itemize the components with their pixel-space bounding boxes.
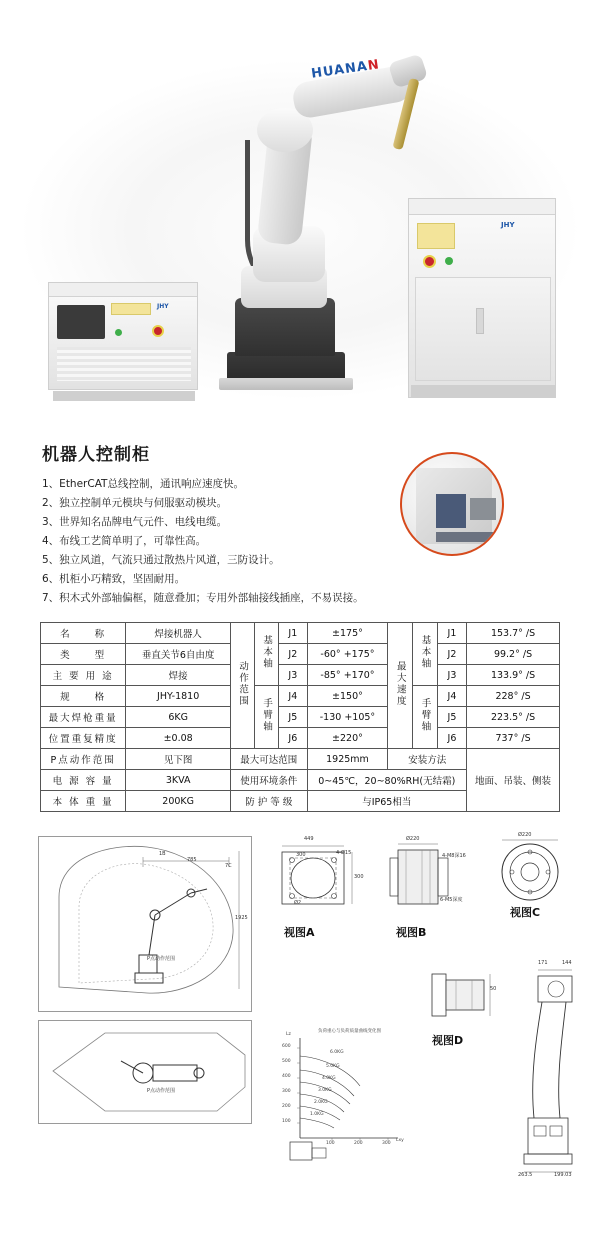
- dim-label: 263.5: [518, 1172, 533, 1178]
- feature-list: [42, 475, 402, 608]
- curve-label: 5.0KG: [326, 1064, 340, 1069]
- joint-code: J5: [279, 707, 307, 728]
- cabinet-right-top: [409, 199, 555, 215]
- joint-range: -130 +105°: [307, 707, 388, 728]
- robot-base-foot: [219, 378, 353, 390]
- view-c-drawing: [490, 832, 574, 906]
- dim-label: 50: [490, 986, 497, 992]
- dim-label: 144: [562, 960, 572, 966]
- list-item: 7、积木式外部轴偏框，随意叠加；专用外部轴接线插座，不易误接。: [42, 592, 364, 604]
- table-row: [41, 707, 560, 728]
- table-row: [41, 665, 560, 686]
- curve-label: 3.0KG: [318, 1088, 332, 1093]
- spec-value: 焊接: [126, 665, 231, 686]
- load-capacity-chart: [264, 1026, 410, 1166]
- spec-label: 最大焊枪重量: [41, 707, 126, 728]
- spec-value: JHY-1810: [126, 686, 231, 707]
- y-tick: 500: [282, 1059, 291, 1064]
- x-tick: 300: [382, 1141, 391, 1146]
- joint-code: J2: [437, 644, 466, 665]
- joint-code: J1: [437, 623, 466, 644]
- joint-range: ±175°: [307, 623, 388, 644]
- technical-drawings-section: [20, 828, 580, 1218]
- spec-label: 类 型: [41, 644, 126, 665]
- list-item: 3、世界知名品牌电气元件、电线电缆。: [42, 516, 228, 528]
- list-item: 4、布线工艺简单明了，可靠性高。: [42, 535, 207, 547]
- spec-label: 位置重复精度: [41, 728, 126, 749]
- joint-speed: 133.9° /S: [467, 665, 560, 686]
- spec-value: 6KG: [126, 707, 231, 728]
- specification-table: [40, 622, 560, 812]
- inset-component-2: [470, 498, 496, 520]
- cabinet-right-door: [415, 277, 551, 381]
- cabinet-right-warning-label: [417, 223, 455, 249]
- elevation-svg: [496, 958, 596, 1186]
- spec-value: 地面、吊装、侧装: [467, 749, 560, 812]
- joint-speed: 223.5° /S: [467, 707, 560, 728]
- spec-value: 垂直关节6自由度: [126, 644, 231, 665]
- joint-code: J3: [437, 665, 466, 686]
- joint-code: J6: [437, 728, 466, 749]
- list-item: 5、独立风道，气流只通过散热片风道，三防设计。: [42, 554, 280, 566]
- spec-label: 电 源 容 量: [41, 770, 126, 791]
- view-d-caption: 视图D: [432, 1034, 464, 1047]
- view-c-svg: [490, 836, 574, 906]
- motion-basic-axis-label: 基本轴: [255, 623, 279, 686]
- table-row: [41, 749, 560, 770]
- speed-group-label: 最大速度: [388, 623, 413, 749]
- spec-value: 与IP65相当: [307, 791, 467, 812]
- cabinet-right-base: [411, 385, 555, 397]
- dim-label: Ø220: [518, 832, 532, 838]
- p-range-label: P点动作范围: [147, 956, 176, 962]
- cabinet-right-brand: JHY: [501, 221, 515, 229]
- joint-speed: 228° /S: [467, 686, 560, 707]
- y-tick: 200: [282, 1104, 291, 1109]
- cabinet-left-brand: JHY: [157, 303, 169, 310]
- view-b-drawing: [376, 838, 468, 916]
- table-row: [41, 644, 560, 665]
- joint-range: ±150°: [307, 686, 388, 707]
- cabinet-left-base: [53, 391, 195, 401]
- robot-elevation-drawing: [496, 958, 596, 1186]
- work-envelope-top-svg: [39, 1021, 251, 1123]
- joint-range: -85° +170°: [307, 665, 388, 686]
- spec-label: 安装方法: [388, 749, 467, 770]
- joint-range: -60° +175°: [307, 644, 388, 665]
- cabinet-interior-inset-photo: [400, 452, 504, 556]
- p-range-label: P点动作范围: [147, 1088, 176, 1094]
- curve-label: 1.0KG: [310, 1112, 324, 1117]
- joint-speed: 737° /S: [467, 728, 560, 749]
- emergency-stop-icon: [423, 255, 436, 268]
- cabinet-left-warning-label: [111, 303, 151, 315]
- curve-label: 4.0KG: [322, 1076, 336, 1081]
- y-tick: 600: [282, 1044, 291, 1049]
- joint-code: J6: [279, 728, 307, 749]
- y-tick: 100: [282, 1119, 291, 1124]
- cabinet-left-top: [49, 283, 197, 297]
- power-led-icon: [445, 257, 453, 265]
- motion-arm-axis-label: 手臂轴: [255, 686, 279, 749]
- table-row: [41, 623, 560, 644]
- robot-brand-text: HUANA: [310, 58, 369, 82]
- hero-product-photo: [0, 0, 600, 430]
- dim-label: 1925: [235, 915, 248, 921]
- table-row: [41, 728, 560, 749]
- joint-speed: 153.7° /S: [467, 623, 560, 644]
- cabinet-left-screen: [57, 305, 105, 339]
- spec-label: 最大可达范围: [231, 749, 307, 770]
- axis-label: Lxy: [396, 1138, 404, 1143]
- list-item: 1、EtherCAT总线控制，通讯响应速度快。: [42, 478, 244, 490]
- dim-label: 199.03: [554, 1172, 572, 1178]
- view-d-drawing: [416, 958, 506, 1030]
- emergency-stop-icon: [152, 325, 164, 337]
- work-envelope-side-view: [38, 836, 252, 1012]
- curve-label: 2.0KG: [314, 1100, 328, 1105]
- dim-label: 449: [304, 836, 314, 842]
- joint-code: J4: [437, 686, 466, 707]
- dim-label: 1B: [159, 851, 166, 857]
- inset-inner: [416, 468, 492, 544]
- work-envelope-svg: [39, 837, 251, 1011]
- spec-label: 主 要 用 途: [41, 665, 126, 686]
- control-cabinet-left-photo: [48, 282, 198, 390]
- view-a-caption: 视图A: [284, 926, 315, 939]
- joint-code: J3: [279, 665, 307, 686]
- dim-label: 785: [187, 857, 197, 863]
- load-chart-title: 负荷重心与负荷质量曲线变化图: [318, 1029, 381, 1034]
- x-tick: 200: [354, 1141, 363, 1146]
- joint-code: J1: [279, 623, 307, 644]
- dim-label: 6-M5深度: [440, 897, 463, 903]
- power-led-icon: [115, 329, 122, 336]
- joint-range: ±220°: [307, 728, 388, 749]
- speed-arm-axis-label: 手臂轴: [413, 686, 438, 749]
- list-item: 6、机柜小巧精致，坚固耐用。: [42, 573, 186, 585]
- inset-component-3: [436, 532, 494, 542]
- dim-label: 171: [538, 960, 548, 966]
- joint-speed: 99.2° /S: [467, 644, 560, 665]
- view-c-caption: 视图C: [510, 906, 541, 919]
- view-d-svg: [416, 958, 506, 1030]
- y-tick: 400: [282, 1074, 291, 1079]
- dim-label: Ø220: [406, 836, 420, 842]
- spec-value: 1925mm: [307, 749, 388, 770]
- y-tick: 300: [282, 1089, 291, 1094]
- page-title: 机器人控制柜: [42, 445, 150, 465]
- spec-label: P点动作范围: [41, 749, 126, 770]
- cabinet-door-handle: [476, 308, 484, 334]
- dim-label: 4-Ø15: [336, 850, 352, 856]
- x-tick: 100: [326, 1141, 335, 1146]
- dim-label: 7C: [225, 863, 232, 869]
- speed-basic-axis-label: 基本轴: [413, 623, 438, 686]
- spec-label: 防 护 等 级: [231, 791, 307, 812]
- dim-label: 300: [296, 852, 306, 858]
- view-b-caption: 视图B: [396, 926, 427, 939]
- robot-brand-accent: N: [366, 57, 381, 74]
- spec-value: 焊接机器人: [126, 623, 231, 644]
- cabinet-left-vent: [57, 347, 191, 381]
- view-b-svg: [376, 838, 468, 916]
- inset-component-1: [436, 494, 466, 528]
- joint-code: J4: [279, 686, 307, 707]
- spec-value: 200KG: [126, 791, 231, 812]
- list-item: 2、独立控制单元模块与伺服驱动模块。: [42, 497, 228, 509]
- spec-label: 使用环境条件: [231, 770, 307, 791]
- spec-value: ±0.08: [126, 728, 231, 749]
- dim-label: 300: [354, 874, 364, 880]
- table-row: [41, 686, 560, 707]
- axis-label: Lz: [286, 1032, 291, 1037]
- spec-value: 0~45℃，20~80%RH(无结霜): [307, 770, 467, 791]
- joint-code: J5: [437, 707, 466, 728]
- dim-label: Ø2: [294, 900, 302, 906]
- dim-label: 4-M8深16: [442, 853, 466, 859]
- joint-code: J2: [279, 644, 307, 665]
- spec-value: 见下图: [126, 749, 231, 770]
- spec-value: 3KVA: [126, 770, 231, 791]
- control-cabinet-right-photo: [408, 198, 556, 398]
- work-envelope-top-view: [38, 1020, 252, 1124]
- curve-label: 6.0KG: [330, 1050, 344, 1055]
- spec-label: 规 格: [41, 686, 126, 707]
- spec-label: 名 称: [41, 623, 126, 644]
- spec-label: 本 体 重 量: [41, 791, 126, 812]
- motion-group-label: 动作范围: [231, 623, 255, 749]
- view-a-drawing: [264, 838, 364, 916]
